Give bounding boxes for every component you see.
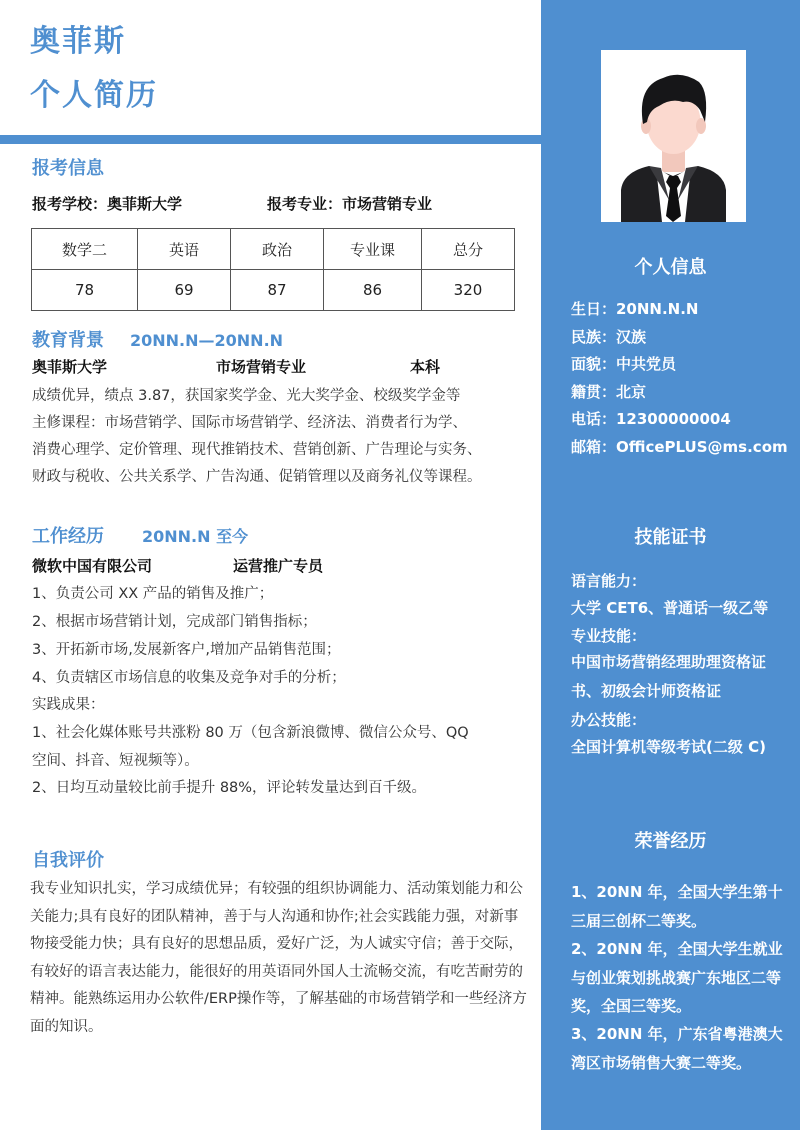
work-line: 2、根据市场营销计划，完成部门销售指标； (32, 614, 317, 630)
work-period: 20NN.N 至今 (142, 527, 249, 546)
personal-phone: 电话：12300000004 (571, 410, 731, 428)
skills-language: 大学 CET6、普通话一级乙等 (571, 599, 769, 617)
score-cell: 320 (422, 270, 515, 311)
honor-item: 1、20NN 年，全国大学生第十三届三创杯二等奖。 (571, 883, 783, 930)
education-title-text: 教育背景 (32, 330, 104, 351)
resume-subtitle: 个人简历 (30, 78, 158, 113)
self-eval-section-title: 自我评价 (32, 850, 104, 871)
score-table-value-row (32, 270, 515, 311)
education-line: 消费心理学、定价管理、现代推销技术、营销创新、广告理论与实务、 (32, 442, 482, 458)
self-eval-text: 我专业知识扎实，学习成绩优异；有较强的组织协调能力、活动策划能力和公关能力;具有良好的团队精神，善于与人沟通和协作;社会实践能力强，对新事物接受能力快；具有良好的思想品质，爱好广泛，为人诚实守信；善于交际，有较好的语言表达能力，能很好的用英语同外国人士流畅交流，有吃苦耐劳的精神。能熟练运用办公软件/ERP操作等，了解基础的市场营销学和一些经济方面的知识。 (30, 881, 527, 1035)
header-divider-bar (0, 135, 545, 144)
avatar-portrait-icon (601, 50, 746, 222)
score-table (31, 228, 515, 311)
score-table-header-row (32, 229, 515, 270)
work-line: 3、开拓新市场,发展新客户,增加产品销售范围； (32, 642, 341, 658)
education-degree: 本科 (410, 358, 441, 376)
avatar (601, 50, 746, 222)
personal-info-title: 个人信息 (634, 257, 707, 278)
skills-office-label: 办公技能： (571, 711, 647, 729)
exam-school: 报考学校：奥菲斯大学 (32, 195, 183, 213)
score-header-cell: 政治 (231, 229, 324, 270)
personal-political-status: 面貌：中共党员 (571, 355, 677, 373)
education-period: 20NN.N—20NN.N (130, 331, 284, 350)
education-school: 奥菲斯大学 (32, 358, 108, 376)
education-section-title (32, 326, 283, 352)
work-line: 4、负责辖区市场信息的收集及竞争对手的分析； (32, 670, 346, 686)
work-line: 2、日均互动量较比前手提升 88%，评论转发量达到百千级。 (32, 780, 427, 796)
work-line: 1、负责公司 XX 产品的销售及推广； (32, 586, 274, 602)
work-line: 1、社会化媒体账号共涨粉 80 万（包含新浪微博、微信公众号、QQ (32, 725, 469, 741)
score-cell: 69 (138, 270, 231, 311)
work-line: 空间、抖音、短视频等）。 (32, 753, 199, 769)
resume-name: 奥菲斯 (30, 24, 126, 59)
personal-hometown: 籍贯：北京 (571, 383, 647, 401)
honor-item: 3、20NN 年，广东省粤港澳大湾区市场销售大赛二等奖。 (571, 1025, 783, 1072)
work-section-title (32, 522, 248, 548)
education-line: 财政与税收、公共关系学、广告沟通、促销管理以及商务礼仪等课程。 (32, 469, 482, 485)
skills-title: 技能证书 (634, 527, 707, 548)
work-title-text: 工作经历 (32, 526, 104, 547)
skills-pro: 中国市场营销经理助理资格证书、初级会计师资格证 (571, 653, 767, 700)
personal-birthday: 生日：20NN.N.N (571, 300, 699, 318)
score-cell: 87 (231, 270, 324, 311)
personal-ethnicity: 民族：汉族 (571, 328, 647, 346)
score-cell: 78 (32, 270, 138, 311)
score-header-cell: 英语 (138, 229, 231, 270)
score-header-cell: 总分 (422, 229, 515, 270)
work-position: 运营推广专员 (233, 557, 324, 575)
skills-pro-label: 专业技能： (571, 627, 647, 645)
education-line: 成绩优异，绩点 3.87，获国家奖学金、光大奖学金、校级奖学金等 (32, 388, 461, 404)
personal-email: 邮箱：OfficePLUS@ms.com (571, 438, 788, 456)
sidebar (541, 0, 800, 1130)
work-company: 微软中国有限公司 (32, 557, 153, 575)
education-line: 主修课程：市场营销学、国际市场营销学、经济法、消费者行为学、 (32, 415, 467, 431)
work-line: 实践成果： (32, 697, 105, 713)
honors-title: 荣誉经历 (634, 831, 707, 852)
score-cell: 86 (324, 270, 422, 311)
exam-section-title: 报考信息 (32, 158, 104, 179)
honor-item: 2、20NN 年，全国大学生就业与创业策划挑战赛广东地区二等奖，全国三等奖。 (571, 940, 783, 1015)
score-header-cell: 数学二 (32, 229, 138, 270)
exam-major: 报考专业：市场营销专业 (267, 195, 433, 213)
score-header-cell: 专业课 (324, 229, 422, 270)
education-major: 市场营销专业 (216, 358, 307, 376)
skills-language-label: 语言能力： (571, 572, 647, 590)
skills-office: 全国计算机等级考试(二级 C) (571, 738, 766, 756)
